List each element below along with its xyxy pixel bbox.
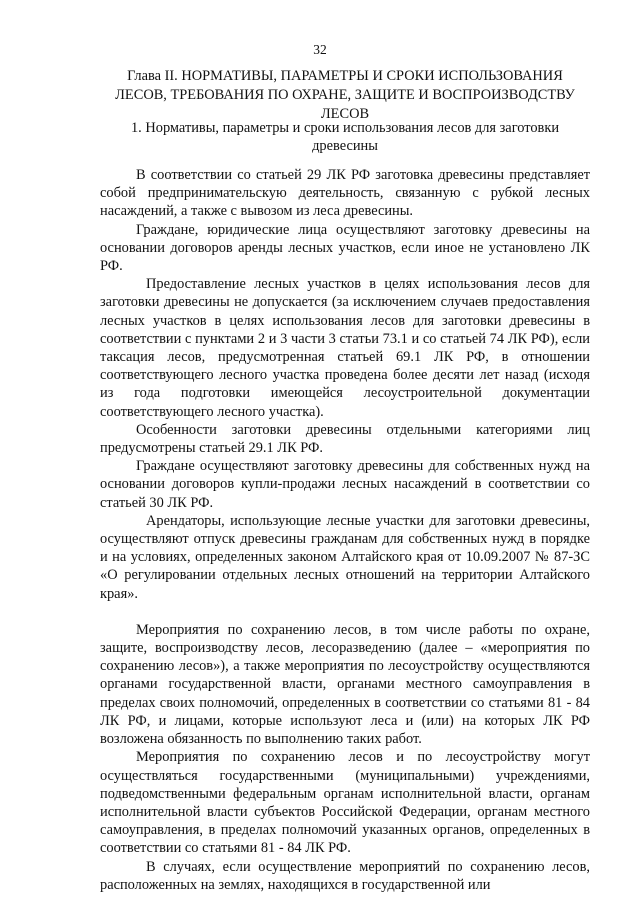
paragraph-state-lands: В случаях, если осуществление мероприятий по сохранению лесов, расположенных на землях, находящихся в государственной или	[100, 858, 590, 893]
chapter-title: Глава II. НОРМАТИВЫ, ПАРАМЕТРЫ И СРОКИ ИСПОЛЬЗОВАНИЯ ЛЕСОВ, ТРЕБОВАНИЯ ПО ОХРАНЕ, ЗАЩИТЕ И ВОСПРОИЗВОДСТВУ ЛЕСОВ	[115, 68, 575, 122]
paragraph-conservation-measures: Мероприятия по сохранению лесов, в том числе работы по охране, защите, воспроизводству лесов, лесоразведению (далее – «мероприятия по сохранению лесов»), а также мероприятия по лесоустройству осуществляются органами государственной власти, органами местного самоуправления в пределах своих полномочий, определенных в соответствии со статьями 81 - 84 ЛК РФ, и лицами, которые используют леса и (или) на которых ЛК РФ возложена обязанность по выполнению таких работ.	[100, 621, 590, 748]
paragraph-logging-definition: В соответствии со статьей 29 ЛК РФ заготовка древесины представляет собой предпринимательскую деятельность, связанную с рубкой лесных насаждений, а также с вывозом из леса древесины.	[100, 167, 590, 220]
paragraph-own-needs: Граждане осуществляют заготовку древесины для собственных нужд на основании договоров купли-продажи лесных насаждений в соответствии со статьей 30 ЛК РФ.	[100, 458, 590, 511]
section-title: 1. Нормативы, параметры и сроки использования лесов для заготовки древесины	[130, 120, 560, 154]
paragraph-lease-basis: Граждане, юридические лица осуществляют заготовку древесины на основании договоров аренды лесных участков, если иное не установлено ЛК РФ.	[100, 221, 590, 275]
paragraph-special-categories: Особенности заготовки древесины отдельными категориями лиц предусмотрены статьей 29.1 ЛК РФ.	[100, 421, 590, 457]
paragraph-tenants: Арендаторы, использующие лесные участки для заготовки древесины, осуществляют отпуск древесины гражданам для собственных нужд в порядке и на условиях, определенных законом Алтайского края от 10.09.2007 № 87-ЗС «О регулировании отдельных лесных отношений на территории Алтайского края».	[100, 512, 590, 602]
body-text	[100, 166, 590, 894]
paragraph-plot-restrictions: Предоставление лесных участков в целях использования лесов для заготовки древесины не допускается (за исключением случаев предоставления лесных участков в целях использования лесов для заготовки древесины в соответствии с пунктами 2 и 3 части 3 статьи 73.1 и со статьей 74 ЛК РФ), если таксация лесов, предусмотренная статьей 69.1 ЛК РФ, в отношении соответствующего лесного участка проведена более десяти лет назад (исходя из года подготовки имеющейся лесоустроительной документации соответствующего лесного участка).	[100, 276, 590, 420]
page-number: 32	[313, 42, 327, 57]
paragraph-state-institutions: Мероприятия по сохранению лесов и по лесоустройству могут осуществляться государственными (муниципальными) учреждениями, подведомственными федеральным органам исполнительной власти, органам исполнительной власти субъектов Российской Федерации, органам местного самоуправления, в пределах полномочий указанных органов, определенных в соответствии со статьями 81 - 84 ЛК РФ.	[100, 749, 590, 857]
